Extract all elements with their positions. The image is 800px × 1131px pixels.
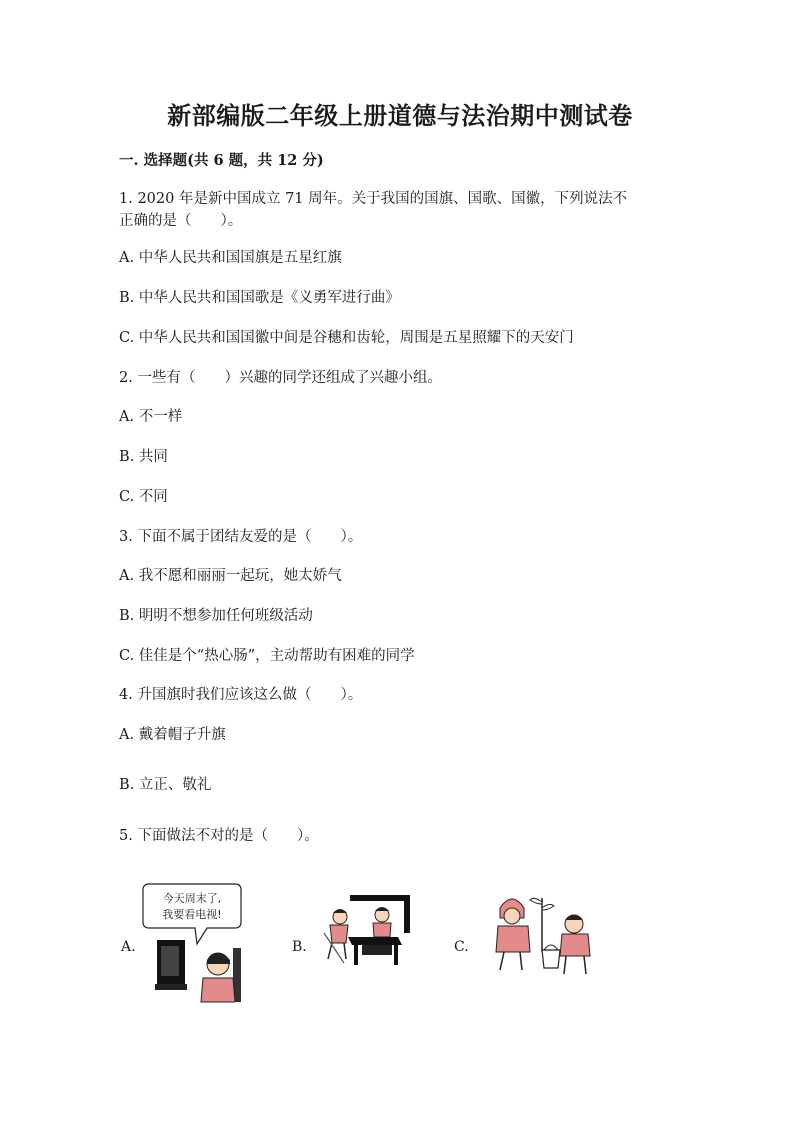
question-1-option-b: B. 中华人民共和国国歌是《义勇军进行曲》	[119, 290, 400, 306]
question-1-stem-line1: 1. 2020 年是新中国成立 71 周年。关于我国的国旗、国歌、国徽，下列说法不	[119, 191, 628, 207]
page-title: 新部编版二年级上册道德与法治期中测试卷	[167, 101, 633, 130]
question-2-option-a: A. 不一样	[119, 409, 183, 425]
tv-watching-illustration	[135, 880, 250, 1006]
speech-bubble-line1: 今天周末了,	[162, 892, 222, 905]
question-1-stem-line2: 正确的是（ ）。	[119, 213, 243, 229]
cleaning-classroom-illustration	[318, 893, 413, 968]
question-2-option-c: C. 不同	[119, 489, 168, 505]
speech-bubble-line2: 我要看电视!	[162, 908, 222, 921]
question-3-option-b: B. 明明不想参加任何班级活动	[119, 608, 313, 624]
picture-option-b-label: B.	[292, 939, 307, 955]
question-3-stem: 3. 下面不属于团结友爱的是（ ）。	[119, 529, 363, 545]
question-4-stem: 4. 升国旗时我们应该这么做（ ）。	[119, 687, 363, 703]
question-1-option-a: A. 中华人民共和国国旗是五星红旗	[119, 250, 342, 266]
question-5-stem: 5. 下面做法不对的是（ ）。	[119, 828, 319, 844]
question-2-option-b: B. 共同	[119, 449, 168, 465]
picture-option-a-label: A.	[121, 939, 136, 955]
planting-tree-illustration	[490, 890, 605, 980]
question-4-option-b: B. 立正、敬礼	[119, 777, 212, 793]
picture-option-c-label: C.	[454, 939, 469, 955]
question-1-option-c: C. 中华人民共和国国徽中间是谷穗和齿轮，周围是五星照耀下的天安门	[119, 330, 574, 346]
question-3-option-c: C. 佳佳是个“热心肠”，主动帮助有困难的同学	[119, 648, 415, 664]
section-heading: 一. 选择题(共 6 题，共 12 分)	[119, 152, 324, 169]
question-2-stem: 2. 一些有（ ）兴趣的同学还组成了兴趣小组。	[119, 370, 442, 386]
question-4-option-a: A. 戴着帽子升旗	[119, 727, 226, 743]
question-3-option-a: A. 我不愿和丽丽一起玩，她太娇气	[119, 568, 342, 584]
